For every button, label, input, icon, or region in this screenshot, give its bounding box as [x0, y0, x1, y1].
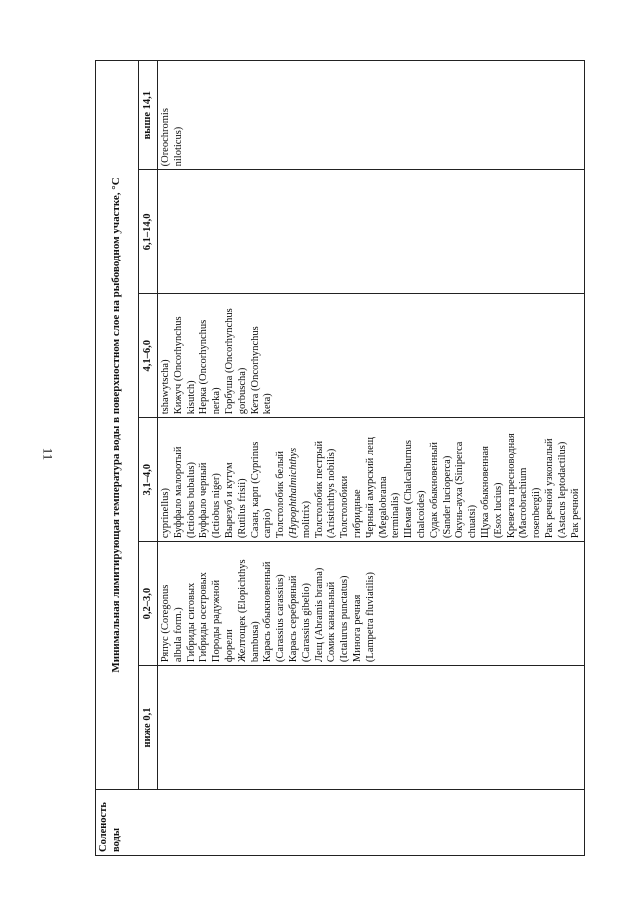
species-entry: Буффало черный: [198, 462, 210, 539]
range-header: 0,2–3,0: [139, 542, 158, 666]
species-entry: Толстолобик пестрый: [313, 440, 325, 539]
species-entry: molitrix): [300, 500, 312, 539]
species-cell: [158, 170, 585, 294]
species-entry: albula form.): [172, 607, 184, 663]
species-entry: (Carassius carassius): [275, 574, 287, 663]
species-entry: Желтощек (Elopichthys: [236, 559, 248, 663]
range-header: 3,1–4,0: [139, 418, 158, 542]
species-entry: (Ictiobus niger): [211, 473, 223, 539]
species-entry: (Carassius gibelio): [300, 583, 312, 663]
species-entry: tshawytscha): [160, 359, 171, 415]
species-entry: (Esox lucius): [492, 482, 504, 539]
range-header: ниже 0,1: [139, 666, 158, 790]
species-entry: (Oreochromis: [160, 108, 171, 167]
species-entry: (Astacus leptodactilus): [556, 441, 568, 539]
species-entry: Щука обыкновенная: [479, 446, 491, 539]
temperature-table: [95, 60, 585, 856]
species-entry: rosenbergii): [531, 487, 543, 539]
species-entry: Креветка пресноводная: [505, 433, 517, 539]
species-entry: (Lampetra fluviatilis): [364, 571, 376, 663]
species-entry: Судак обыкновенный: [428, 442, 440, 539]
species-entry: Вырезуб и кутум: [223, 462, 235, 539]
species-entry: (Rutilus frisii): [236, 478, 248, 539]
species-entry: Минога речная: [351, 594, 363, 663]
species-entry: terminalis): [390, 492, 402, 539]
table-title: Минимальная лимитирующая температура воды в поверхностном слое на рыбоводном участке, °С: [96, 61, 139, 790]
species-entry: Буффало малоротый: [172, 446, 184, 539]
species-entry: bambusa): [249, 621, 261, 663]
species-entry: (Megalobrama: [377, 476, 389, 539]
species-cell: [158, 61, 585, 170]
species-entry: carpio): [262, 508, 274, 539]
species-entry: (Hypophthalmichthys: [287, 447, 299, 539]
range-header: 6,1–14,0: [139, 170, 158, 294]
species-cell: [158, 666, 585, 790]
species-entry: Нерка (Oncorhynchus: [198, 319, 210, 415]
species-entry: Карась серебряный: [287, 575, 299, 663]
range-header-row: [139, 61, 158, 856]
species-entry: Сомик канальный: [326, 581, 338, 663]
species-entry: форели: [223, 629, 235, 663]
range-header: 4,1–6,0: [139, 294, 158, 418]
species-entry: Кижуч (Oncorhynchus: [172, 316, 184, 415]
species-entry: (Ictiobus bubalus): [185, 462, 197, 539]
species-entry: (Ictalurus punctatus): [339, 575, 351, 663]
species-entry: chuatsi): [467, 504, 479, 539]
species-cell: [158, 418, 585, 542]
species-entry: Шемая (Chalcalburnus: [403, 440, 415, 539]
species-entry: Кета (Oncorhynchus: [249, 326, 261, 415]
species-entry: (Macrobrachium: [518, 467, 530, 539]
species-entry: chalcoides): [415, 490, 427, 539]
species-entry: гибридные: [351, 489, 363, 539]
species-cell: [158, 542, 585, 666]
species-entry: (Sander lucioperca): [441, 455, 453, 539]
species-entry: Гибриды сиговых: [185, 582, 197, 663]
species-entry: Толстолобики: [339, 475, 351, 539]
species-entry: Черный амурский лещ: [364, 437, 376, 539]
species-entry: (Aristichthys nobilis): [326, 448, 338, 539]
salinity-header: Соленость воды: [96, 790, 585, 856]
species-entry: niloticus): [172, 126, 184, 167]
species-entry: Толстолобик белый: [275, 451, 287, 539]
species-row: [158, 61, 585, 856]
species-cell: [158, 294, 585, 418]
species-entry: gorbuscha): [236, 367, 248, 415]
page-number: 11: [40, 447, 56, 461]
species-entry: Породы радужной: [211, 579, 223, 663]
species-entry: Гибриды осетровых: [198, 572, 210, 663]
species-entry: Рак речной: [569, 488, 581, 539]
rotated-table-container: [95, 60, 585, 856]
species-entry: Карась обыкновенный: [262, 561, 274, 663]
species-entry: kisutch): [185, 380, 197, 415]
species-entry: cyprinellus): [160, 488, 171, 539]
species-entry: Лещ (Abramis brama): [313, 567, 325, 663]
species-entry: Горбуша (Oncorhynchus: [223, 308, 235, 415]
species-entry: nerka): [211, 387, 223, 415]
range-header: выше 14,1: [139, 61, 158, 170]
species-entry: Ряпус (Coregonus: [160, 584, 171, 663]
species-entry: Сазан, карп (Cyprinus: [249, 441, 261, 539]
species-entry: Окунь-ауха (Siniperca: [454, 441, 466, 539]
species-entry: keta): [262, 393, 274, 415]
species-entry: Рак речной узкопалый: [543, 438, 555, 539]
